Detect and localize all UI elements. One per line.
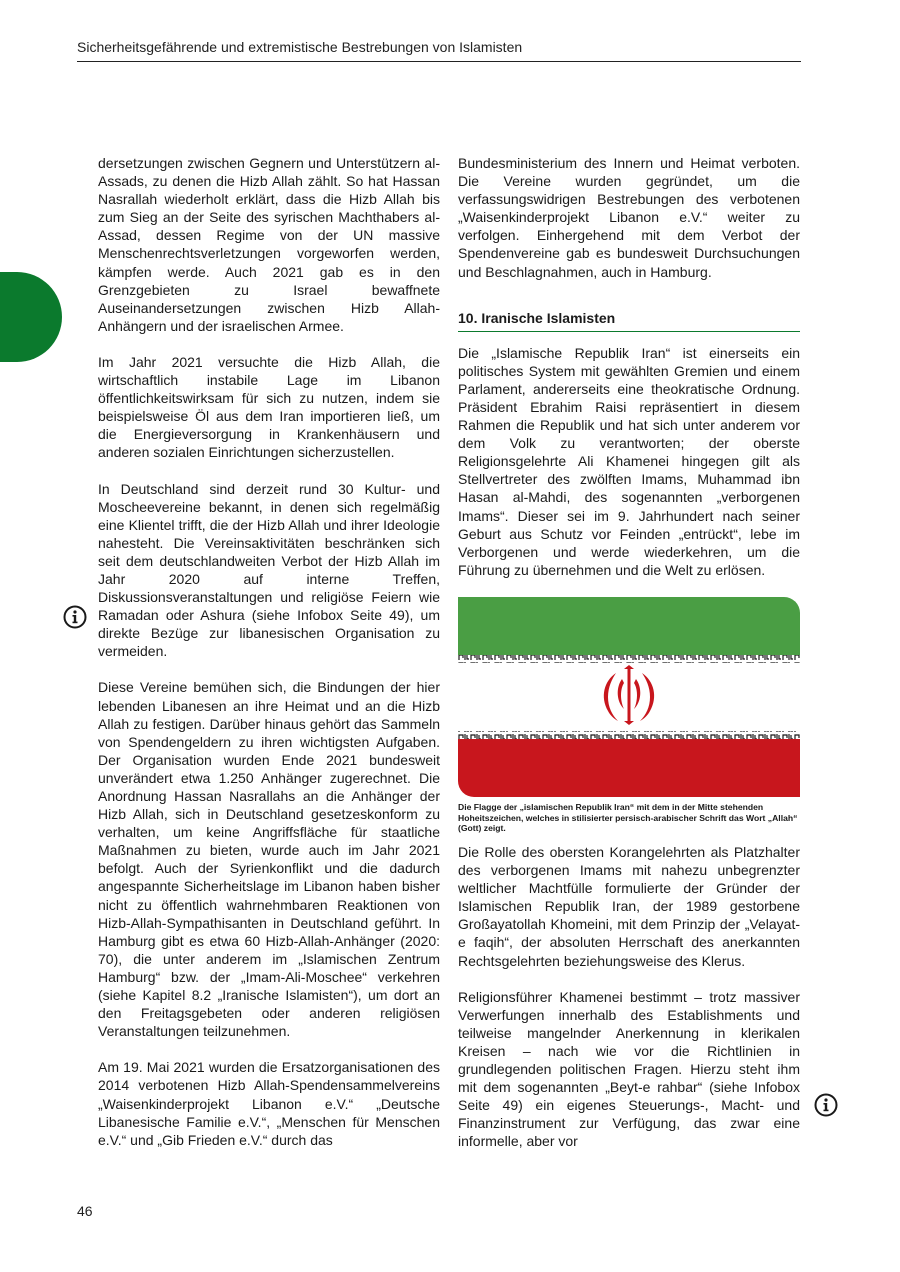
page-number: 46 [77,1203,93,1219]
right-paragraph-iran: Die „Islamische Republik Iran“ ist einerseits ein politisches System mit gewählten Gremien und einem Parlament, andererseits eine theokratische Ordnung. Präsident Ebrahim Raisi repräsentiert in diesem Rahmen die Republik und hat sich unter anderem vor dem Volk zu verantworten; der oberste Religionsgelehrte Ali Khamenei hingegen gilt als Stellvertreter des zwölften Imams, Muhammad ibn Hasan al-Mahdi, des sogenannten „verborgenen Imams“. Dieser sei im 9. Jahrhundert nach seiner Geburt aus Schutz vor Feinden „entrückt“, lebe im Verborgenen und werde wiederkehren, um die Führung zu übernehmen und die Welt zu erlösen. [458,344,800,578]
right-paragraph-bottom-1: Die Rolle des obersten Korangelehrten als Platzhalter des verborgenen Imams mit nahezu unbegrenzter weltlicher Machtfülle formulierte der Gründer der Islamischen Republik Iran, der 1989 gestorbene Großayatollah Khomeini, mit dem Prinzip der „Velayat-e faqih“, der absoluten Herrschaft des anerkannten Rechtsgelehrten beziehungsweise des Klerus. [458,844,800,969]
left-paragraph-4: Diese Vereine bemühen sich, die Bindungen der hier lebenden Libanesen an ihre Heimat und an die Hizb Allah zu festigen. Darüber hinaus gehört das Sammeln von Spendengeldern zu ihren wichtigsten Aufgaben. Der Organisation wurden Ende 2021 bundesweit unverändert etwa 1.250 Anhänger zugerechnet. Die Anordnung Hassan Nasrallahs an die Anhänger der Hizb Allah, sich in Deutschland gesetzeskonform zu verhalten, um keine Angriffsfläche für staatliche Maßnahmen zu bieten, wurde auch im Jahr 2021 befolgt. Auch der Syrienkonflikt und die dadurch angespannte Sicherheitslage im Libanon haben bisher nicht zu öffentlich wahrnehmbaren Reaktionen von Hizb-Allah-Sympathisanten in Deutschland geführt. In Hamburg gibt es etwa 60 Hizb-Allah-Anhänger (2020: 70), die unter anderem im „Islamischen Zentrum Hamburg“ bzw. der „Imam-Ali-Moschee“ verkehren (siehe Kapitel 8.2 „Iranische Islamisten“), um dort an den Freitagsgebeten oder anderen religiösen Veranstaltungen teilzunehmen. [98,679,440,1040]
right-paragraph-bottom-2: Religionsführer Khamenei bestimmt – trotz massiver Verwerfungen innerhalb des Establishments und teilweise mangelnder Anerkennung in klerikalen Kreisen – nach wie vor die Richtlinien in grundlegenden politischen Fragen. Hierzu steht ihm mit dem sogenannten „Beyt-e rahbar“ (siehe Infobox Seite 49) ein eigenes Steuerungs-, Macht- und Finanzinstrument zur Verfügung, das zwar eine informelle, aber vor [458,988,800,1150]
info-circle-icon[interactable] [814,1093,838,1117]
chapter-tab [0,272,62,362]
running-header: Sicherheitsgefährende und extremistische Bestrebungen von Islamisten [77,39,523,55]
figure-caption: Die Flagge der „islamischen Republik Iran“ mit dem in der Mitte stehenden Hoheitszeichen, welches in stilisierter persisch-arabischer Schrift das Wort „Allah“ (Gott) zeigt. [458,802,798,833]
info-circle-icon[interactable] [63,605,87,629]
header-rule [77,61,801,62]
right-paragraph-top: Bundesministerium des Innern und Heimat verboten. Die Vereine wurden gegründet, um die verfassungswidrigen Bestrebungen des verbotenen „Waisenkinderprojekt Libanon e.V.“ weiter zu verfolgen. Einhergehend mit dem Verbot der Spendenvereine gab es bundesweit Durchsuchungen und Beschlagnahmen, auch in Hamburg. [458,155,800,280]
iran-flag-figure [458,597,800,797]
right-column-bottom [458,843,800,1151]
left-paragraph-2: Im Jahr 2021 versuchte die Hizb Allah, die wirtschaftlich instabile Lage im Libanon öffentlichkeitswirksam für sich zu nutzen, indem sie beispielsweise Öl aus dem Iran importieren ließ, um die Energieversorgung in Krankenhäusern und anderen sozialen Einrichtungen sicherzustellen. [98,353,440,461]
section-heading: 10. Iranische Islamisten [458,309,800,332]
left-paragraph-1: dersetzungen zwischen Gegnern und Unterstützern al-Assads, zu denen die Hizb Allah zählt. So hat Hassan Nasrallah wiederholt erklärt, dass die Hizb Allah bis zum Sieg an der Seite des syrischen Machthabers al-Assad, dessen Regime von der UN massive Menschenrechtsverletzungen vorgeworfen werden, kämpfen werde. Auch 2021 gab es in den Grenzgebieten zu Israel bewaffnete Auseinandersetzungen zwischen Hizb Allah-Anhängern und der israelischen Armee. [98,155,440,334]
left-paragraph-5: Am 19. Mai 2021 wurden die Ersatzorganisationen des 2014 verbotenen Hizb Allah-Spendensammelvereins „Waisenkinderprojekt Libanon e.V.“ „Deutsche Libanesische Familie e.V.“, „Menschen für Menschen e.V.“ und „Gib Frieden e.V.“ durch das [98,1059,440,1148]
left-column [98,154,440,1149]
left-paragraph-3: In Deutschland sind derzeit rund 30 Kultur- und Moscheevereine bekannt, in denen sich regelmäßig eine Klientel trifft, die der Hizb Allah und ihrer Ideologie nahesteht. Die Vereinsaktivitäten beschränken sich seit dem deutschlandweiten Verbot der Hizb Allah im Jahr 2020 auf interne Treffen, Diskussionsveranstaltungen und religiöse Feiern wie Ramadan oder Ashura (siehe Infobox Seite 49), um direkte Bezüge zur libanesischen Organisation zu vermeiden. [98,480,440,660]
right-column [458,154,800,579]
iran-flag-image [458,597,800,797]
